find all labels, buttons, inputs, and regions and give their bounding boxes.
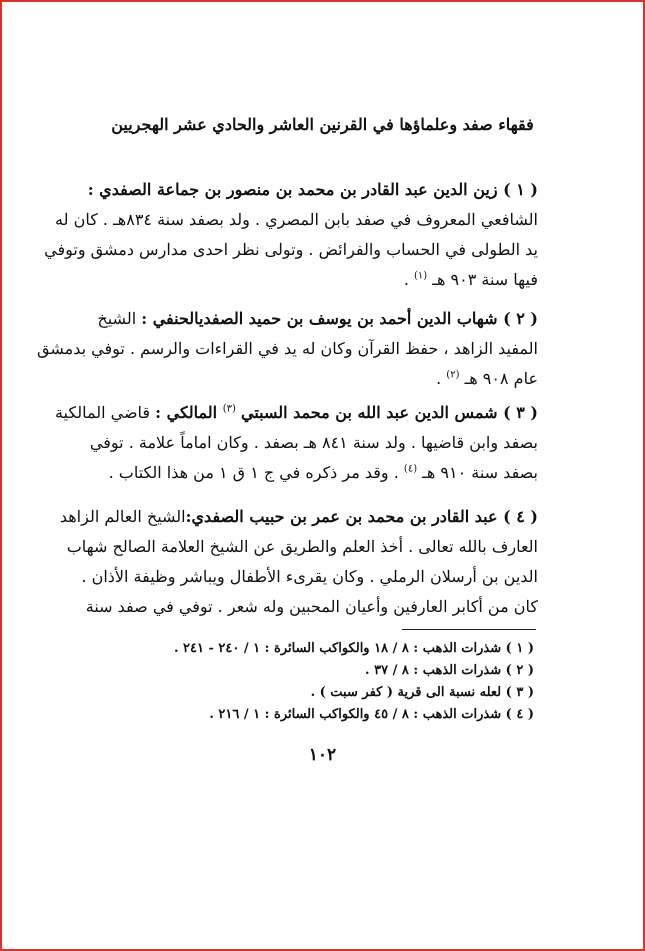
entry-2 [37,304,538,394]
page-number: ١٠٢ [308,745,337,765]
footnote-ref: (١) [414,270,428,282]
entry-2-line-2: المفيد الزاهد ، حفظ القرآن وكان له يد في القراءات والرسم . توفي بدمشق [37,339,538,358]
entry-3-line-1: ( ٣ ) شمس الدين عبد الله بن محمد السبتي $^{(٣)}$ المالكي : قاضي المالكية [54,403,538,422]
entry-3-line-3: بصفد سنة ٩١٠ هـ $^{(٤)}$ . وقد مر ذكره في ج ١ ق ١ من هذا الكتاب . [108,463,538,482]
page-title: فقهاء صفد وعلماؤها في القرنين العاشر والحادي عشر الهجريين [111,115,534,134]
entry-4-line-4: كان من أكابر العارفين وأعيان المحبين وله شعر . توفي في صفد سنة [85,597,538,616]
entry-2-line-3: عام ٩٠٨ هـ $^{(٢)}$ . [436,369,538,388]
entry-4-line-2: العارف بالله تعالى . أخذ العلم والطريق عن الشيخ العلامة الصالح شهاب [66,537,538,556]
footnote-ref: (٣) [222,403,236,415]
entry-1-line-3: يد الطولى في الحساب والفرائض . وتولى نظر احدى مدارس دمشق وتوفي [44,240,538,259]
footnote-1: ( ١ ) شذرات الذهب : ٨ / ١٨ والكواكب السائرة : ١ / ٢٤٠ - ٢٤١ . [173,641,534,656]
entry-1-line-2: الشافعي المعروف في صفد بابن المصري . ولد بصفد سنة ٨٣٤هـ . كان له [55,210,538,229]
entry-4-line-3: الدين بن أرسلان الرملي . وكان يقرىء الأطفال ويباشر وظيفة الأذان . [81,567,538,586]
entry-4 [59,502,538,622]
footnote-3: ( ٣ ) لعله نسبة الى قرية ( كفر سبت ) . [310,685,534,700]
entry-1 [44,175,538,295]
footnote-ref: (٢) [446,369,460,381]
footnote-ref: (٤) [403,463,418,475]
entry-3 [54,398,538,488]
entry-2-line-1: ( ٢ ) شهاب الدين أحمد بن يوسف بن حميد الصفديالحنفي : الشيخ [97,309,538,328]
footnote-divider [402,629,536,630]
entry-1-line-1: ( ١ ) زين الدين عبد القادر بن محمد بن منصور بن جماعة الصفدي : [87,180,538,199]
footnote-4: ( ٤ ) شذرات الذهب : ٨ / ٤٥ والكواكب السائرة : ١ / ٢١٦ . [209,707,534,722]
entry-1-line-4: فيها سنة ٩٠٣ هـ $^{(١)}$ . [403,270,538,289]
footnote-2: ( ٢ ) شذرات الذهب : ٨ / ٣٧ . [365,663,534,678]
entry-4-line-1: ( ٤ ) عبد القادر بن محمد بن عمر بن حبيب الصفدي:الشيخ العالم الزاهد [59,507,538,526]
entry-3-line-2: بصفد وابن قاضيها . ولد سنة ٨٤١ هـ بصفد . وكان اماماً علامة . توفي [89,433,538,452]
footnotes [120,638,534,726]
